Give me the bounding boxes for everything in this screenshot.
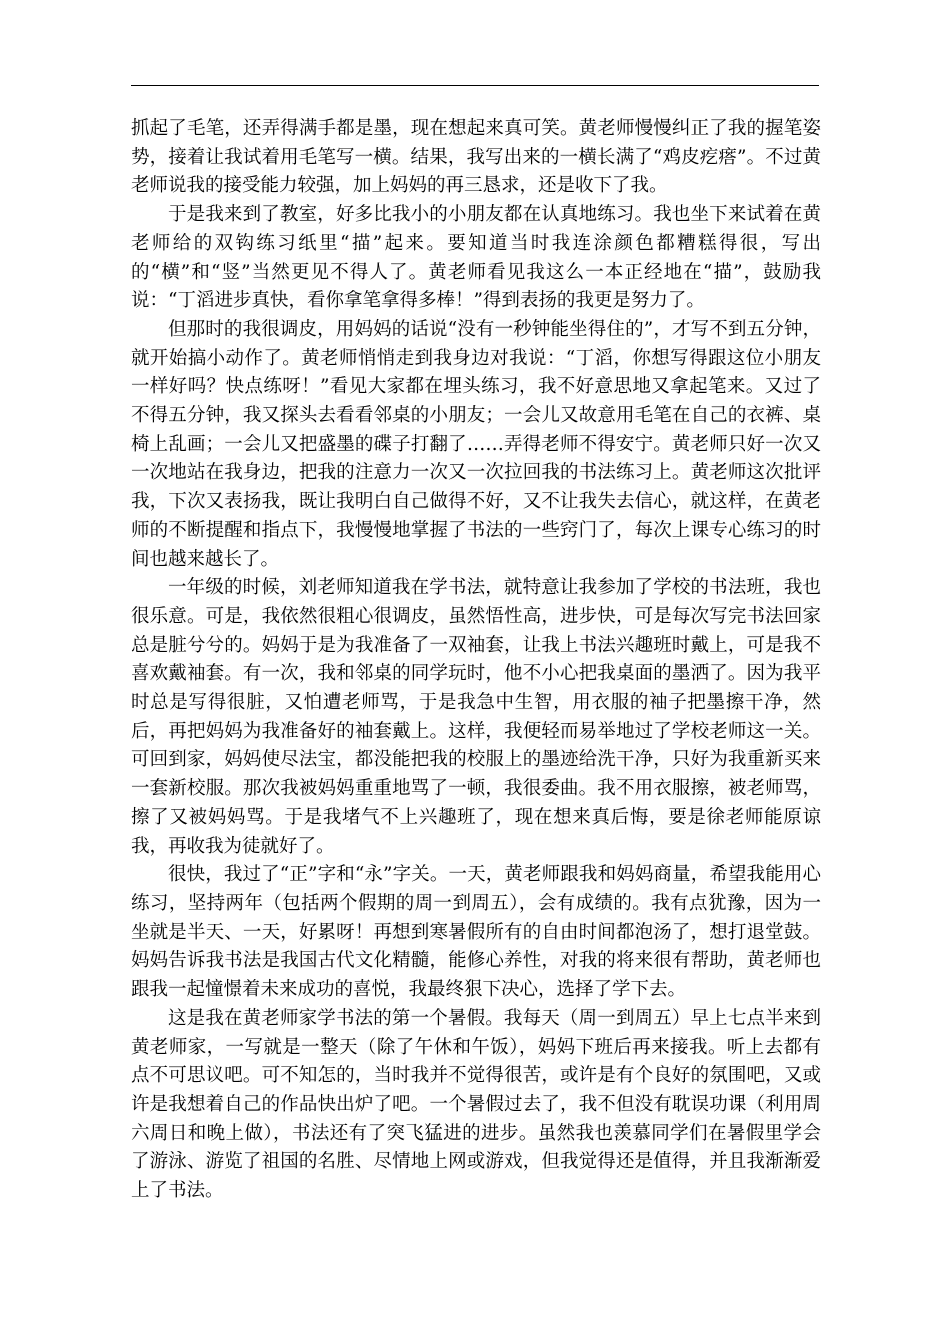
paragraph-1: 抓起了毛笔，还弄得满手都是墨，现在想起来真可笑。黄老师慢慢纠正了我的握笔姿势，接着让我试着用毛笔写一横。结果，我写出来的一横长满了“鸡皮疙瘩”。不过黄老师说我的接受能力较强，加上妈妈的再三恳求，还是收下了我。 — [131, 118, 821, 197]
paragraph-2: 于是我来到了教室，好多比我小的小朋友都在认真地练习。我也坐下来试着在黄老师给的双钩练习纸里“描”起来。要知道当时我连涂颜色都糟糕得很，写出的“横”和“竖”当然更见不得人了。黄老师看见我这么一本正经地在“描”，鼓励我说：“丁滔进步真快，看你拿笔拿得多棒！”得到表扬的我更是努力了。 — [131, 204, 821, 312]
header-rule — [131, 85, 819, 86]
body-text — [131, 115, 821, 1206]
paragraph-4: 一年级的时候，刘老师知道我在学书法，就特意让我参加了学校的书法班，我也很乐意。可是，我依然很粗心很调皮，虽然悟性高，进步快，可是每次写完书法回家总是脏兮兮的。妈妈于是为我准备了一双袖套，让我上书法兴趣班时戴上，可是我不喜欢戴袖套。有一次，我和邻桌的同学玩时，他不小心把我桌面的墨洒了。因为我平时总是写得很脏，又怕遭老师骂，于是我急中生智，用衣服的袖子把墨擦干净，然后，再把妈妈为我准备好的袖套戴上。这样，我便轻而易举地过了学校老师这一关。可回到家，妈妈使尽法宝，都没能把我的校服上的墨迹给洗干净，只好为我重新买来一套新校服。那次我被妈妈重重地骂了一顿，我很委曲。我不用衣服擦，被老师骂，擦了又被妈妈骂。于是我堵气不上兴趣班了，现在想来真后悔，要是徐老师能原谅我，再收我为徒就好了。 — [131, 577, 821, 857]
paragraph-3: 但那时的我很调皮，用妈妈的话说“没有一秒钟能坐得住的”，才写不到五分钟，就开始搞小动作了。黄老师悄悄走到我身边对我说：“丁滔，你想写得跟这位小朋友一样好吗？快点练呀！”看见大家都在埋头练习，我不好意思地又拿起笔来。又过了不得五分钟，我又探头去看看邻桌的小朋友；一会儿又故意用毛笔在自己的衣裤、桌椅上乱画；一会儿又把盛墨的碟子打翻了……弄得老师不得安宁。黄老师只好一次又一次地站在我身边，把我的注意力一次又一次拉回我的书法练习上。黄老师这次批评我，下次又表扬我，既让我明白自己做得不好，又不让我失去信心，就这样，在黄老师的不断提醒和指点下，我慢慢地掌握了书法的一些窍门了，每次上课专心练习的时间也越来越长了。 — [131, 318, 821, 570]
paragraph-5: 很快，我过了“正”字和“永”字关。一天，黄老师跟我和妈妈商量，希望我能用心练习，坚持两年（包括两个假期的周一到周五），会有成绩的。我有点犹豫，因为一坐就是半天、一天，好累呀！再想到寒暑假所有的自由时间都泡汤了，想打退堂鼓。妈妈告诉我书法是我国古代文化精髓，能修心养性，对我的将来很有帮助，黄老师也跟我一起憧憬着未来成功的喜悦，我最终狠下决心，选择了学下去。 — [131, 864, 821, 1001]
paragraph-6: 这是我在黄老师家学书法的第一个暑假。我每天（周一到周五）早上七点半来到黄老师家，一写就是一整天（除了午休和午饭），妈妈下班后再来接我。听上去都有点不可思议吧。可不知怎的，当时我并不觉得很苦，或许是有个良好的氛围吧，又或许是我想着自己的作品快出炉了吧。一个暑假过去了，我不但没有耽误功课（利用周六周日和晚上做），书法还有了突飞猛进的进步。虽然我也羡慕同学们在暑假里学会了游泳、游览了祖国的名胜、尽情地上网或游戏，但我觉得还是值得，并且我渐渐爱上了书法。 — [131, 1007, 821, 1202]
